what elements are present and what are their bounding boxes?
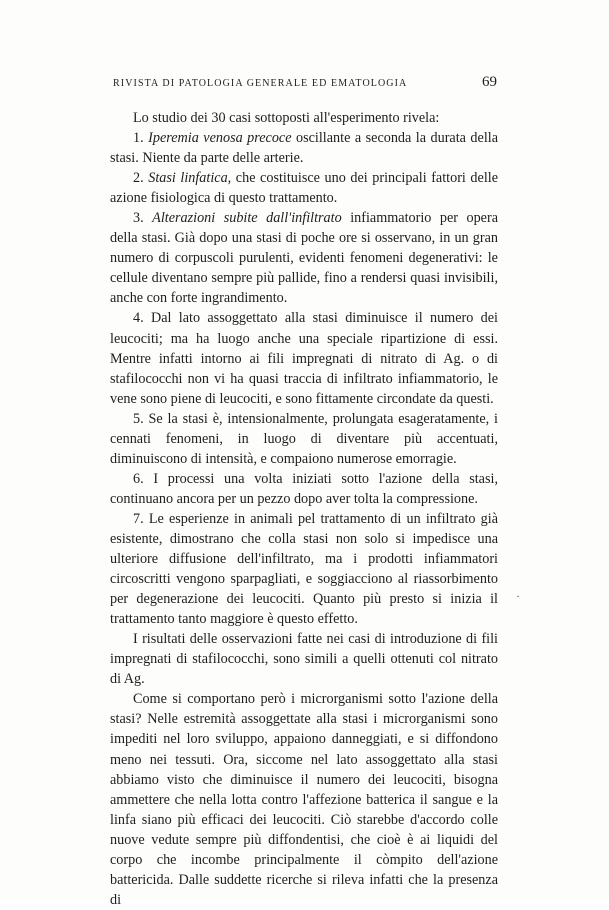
intro-paragraph: Lo studio dei 30 casi sottoposti all'esperimento rivela: [133, 110, 440, 126]
finding-1-number: 1. [133, 130, 144, 147]
page-number: 69 [482, 74, 497, 90]
finding-1-title: Iperemia venosa precoce [148, 130, 292, 147]
finding-4-paragraph: 4. Dal lato assoggettato alla stasi diminuisce il numero dei leucociti; ma ha luogo anche una speciale ripartizione di essi. Mentre infatti intorno ai fili impregnati di nitrato di Ag. o di stafilococchi non vi ha quasi traccia di infiltrato infiammatorio, le vene sono piene di leucociti, e sono fittamente circondate da questi. [110, 310, 498, 407]
finding-3-text: infiammatorio per opera della stasi. Già dopo una stasi di poche ore si osservano, in un gran numero di corpuscoli purulenti, evidenti fenomeni degenerativi: le cellule diventano sempre più pallide, fino a rendersi quasi invisibili, anche con forte ingrandimento. [110, 210, 499, 307]
running-header [113, 74, 497, 94]
finding-3-paragraph [110, 208, 498, 308]
finding-2-text: che costituisce uno dei principali fattori delle azione fisiologica di questo trattamento. [110, 170, 499, 207]
finding-7-paragraph: 7. Le esperienze in animali pel trattamento di un infiltrato già esistente, dimostrano che colla stasi non solo si impedisce una ulteriore diffusione dell'infiltrato, ma i prodotti infiammatori circoscritti vengono sparpagliati, e soggiacciono al riassorbimento per degenerazione dei leucociti. Quanto più presto si inizia il trattamento tanto maggiore è questo effetto. [110, 510, 498, 628]
finding-3-number: 3. [133, 210, 144, 227]
finding-1-text: oscillante a seconda la durata della stasi. Niente da parte delle arterie. [110, 130, 499, 167]
results-paragraph: I risultati delle osservazioni fatte nei casi di introduzione di fili impregnati di stafilococchi, sono simili a quelli ottenuti col nitrato di Ag. [110, 631, 498, 688]
finding-6-paragraph: 6. I processi una volta iniziati sotto l'azione della stasi, continuano ancora per un pezzo dopo aver tolta la compressione. [110, 470, 498, 507]
finding-5-paragraph: 5. Se la stasi è, intensionalmente, prolungata esageratamente, i cennati fenomeni, in luogo di diventare più accentuati, diminuiscono di intensità, e compaiono numerose emorragie. [110, 410, 498, 467]
finding-2-title: Stasi linfatica, [148, 170, 232, 187]
finding-2-paragraph [110, 168, 498, 208]
body-text [110, 108, 498, 910]
finding-2-number: 2. [133, 170, 144, 187]
margin-mark: · [516, 589, 520, 603]
microorganisms-paragraph: Come si comportano però i microrganismi sotto l'azione della stasi? Nelle estremità assoggettate alla stasi i microrganismi sono impediti nel loro sviluppo, appaiono danneggiati, e si diffondono meno nei tessuti. Ora, siccome nel lato assoggettato alla stasi abbiamo visto che diminuisce il numero dei leucociti, bisogna ammettere che nella lotta contro l'affezione batterica il sangue e la linfa siano più efficaci dei leucociti. Ciò starebbe d'accordo colle nuove vedute sempre più diffondentisi, che cioè è ai liquidi del corpo che incombe principalmente il còmpito dell'azione battericida. Dalle suddette ricerche si rileva infatti che la presenza di [110, 691, 498, 908]
finding-3-title: Alterazioni subite dall'infiltrato [152, 210, 342, 227]
running-title: RIVISTA DI PATOLOGIA GENERALE ED EMATOLOGIA [113, 78, 408, 89]
finding-1-paragraph [110, 128, 498, 168]
